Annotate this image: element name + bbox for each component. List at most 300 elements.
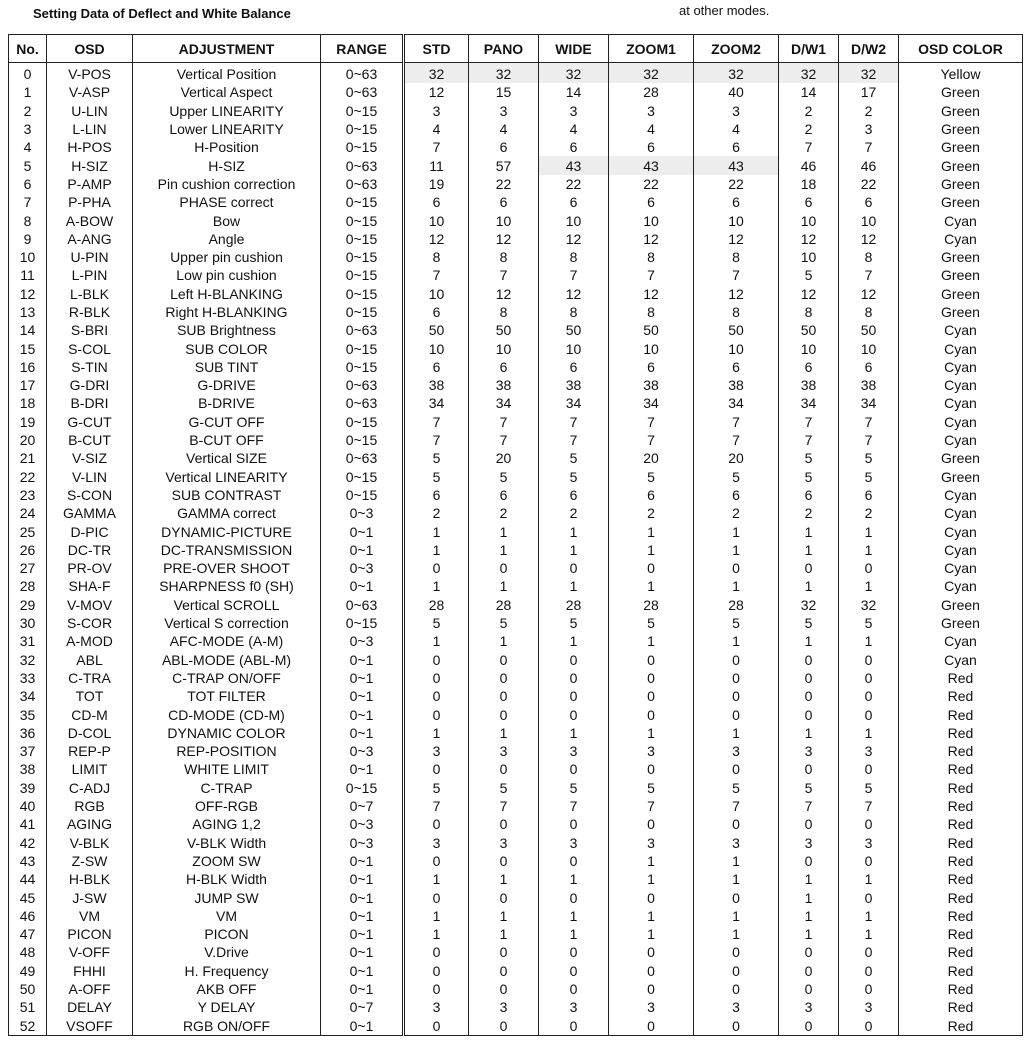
cell-no: 9 [9,230,47,248]
cell-std: 7 [404,797,469,815]
cell-dw2: 17 [839,83,899,101]
header-adjustment: ADJUSTMENT [133,35,321,63]
cell-pano: 8 [469,248,539,266]
cell-range: 0~15 [321,138,404,156]
cell-std: 0 [404,852,469,870]
cell-wide: 6 [539,486,609,504]
cell-zoom2: 0 [694,669,779,687]
cell-no: 36 [9,724,47,742]
cell-std: 50 [404,321,469,339]
cell-dw2: 2 [839,504,899,522]
cell-zoom1: 0 [609,669,694,687]
cell-zoom2: 38 [694,376,779,394]
cell-range: 0~15 [321,413,404,431]
header-range: RANGE [321,35,404,63]
table-row [9,175,1023,193]
table-row [9,120,1023,138]
cell-pano: 32 [469,63,539,84]
cell-osd-color: Cyan [899,522,1023,540]
cell-wide: 1 [539,870,609,888]
cell-pano: 0 [469,687,539,705]
cell-osd-color: Cyan [899,211,1023,229]
cell-zoom1: 1 [609,522,694,540]
table-row [9,925,1023,943]
cell-dw1: 10 [779,211,839,229]
cell-std: 8 [404,248,469,266]
cell-zoom2: 0 [694,1016,779,1035]
cell-range: 0~15 [321,358,404,376]
cell-no: 3 [9,120,47,138]
cell-no: 28 [9,577,47,595]
cell-range: 0~1 [321,888,404,906]
cell-dw1: 32 [779,63,839,84]
cell-range: 0~63 [321,449,404,467]
cell-adjustment: Vertical SCROLL [133,596,321,614]
cell-zoom2: 7 [694,413,779,431]
cell-adjustment: Vertical Position [133,63,321,84]
cell-adjustment: ZOOM SW [133,852,321,870]
cell-wide: 7 [539,797,609,815]
cell-osd-color: Green [899,468,1023,486]
cell-osd: AGING [47,815,133,833]
cell-dw2: 3 [839,742,899,760]
cell-std: 19 [404,175,469,193]
cell-zoom1: 6 [609,358,694,376]
cell-pano: 1 [469,907,539,925]
cell-osd-color: Green [899,449,1023,467]
cell-std: 7 [404,138,469,156]
table-row [9,705,1023,723]
cell-wide: 38 [539,376,609,394]
cell-zoom2: 0 [694,760,779,778]
cell-adjustment: ABL-MODE (ABL-M) [133,651,321,669]
cell-dw2: 10 [839,339,899,357]
cell-dw1: 1 [779,925,839,943]
cell-no: 27 [9,559,47,577]
table-row [9,248,1023,266]
cell-std: 0 [404,888,469,906]
cell-dw1: 2 [779,102,839,120]
cell-std: 7 [404,266,469,284]
cell-dw2: 3 [839,833,899,851]
cell-dw1: 0 [779,1016,839,1035]
cell-adjustment: B-DRIVE [133,394,321,412]
table-row [9,285,1023,303]
cell-no: 18 [9,394,47,412]
cell-zoom1: 1 [609,925,694,943]
cell-wide: 0 [539,760,609,778]
cell-range: 0~1 [321,687,404,705]
cell-dw1: 34 [779,394,839,412]
cell-pano: 10 [469,339,539,357]
cell-adjustment: Pin cushion correction [133,175,321,193]
cell-std: 1 [404,632,469,650]
cell-dw1: 0 [779,651,839,669]
cell-std: 0 [404,1016,469,1035]
cell-osd-color: Green [899,120,1023,138]
cell-adjustment: H-BLK Width [133,870,321,888]
cell-wide: 3 [539,833,609,851]
cell-dw1: 14 [779,83,839,101]
cell-dw2: 0 [839,705,899,723]
cell-range: 0~1 [321,669,404,687]
cell-osd: U-LIN [47,102,133,120]
cell-zoom1: 6 [609,486,694,504]
cell-zoom2: 1 [694,925,779,943]
cell-zoom1: 3 [609,102,694,120]
cell-wide: 12 [539,230,609,248]
cell-dw1: 1 [779,907,839,925]
cell-zoom2: 10 [694,211,779,229]
cell-dw1: 0 [779,962,839,980]
cell-std: 0 [404,815,469,833]
cell-osd-color: Green [899,156,1023,174]
settings-table [8,34,1023,1036]
cell-dw2: 0 [839,687,899,705]
table-row [9,156,1023,174]
cell-dw2: 5 [839,449,899,467]
cell-std: 6 [404,193,469,211]
cell-zoom1: 32 [609,63,694,84]
header-pano: PANO [469,35,539,63]
cell-no: 45 [9,888,47,906]
table-row [9,559,1023,577]
cell-no: 1 [9,83,47,101]
cell-osd: L-BLK [47,285,133,303]
cell-adjustment: DC-TRANSMISSION [133,541,321,559]
cell-pano: 10 [469,211,539,229]
cell-dw2: 12 [839,230,899,248]
cell-osd: DC-TR [47,541,133,559]
table-row [9,266,1023,284]
cell-no: 40 [9,797,47,815]
cell-adjustment: VM [133,907,321,925]
cell-no: 38 [9,760,47,778]
header-osd: OSD [47,35,133,63]
cell-zoom2: 0 [694,980,779,998]
cell-wide: 43 [539,156,609,174]
cell-osd: C-TRA [47,669,133,687]
table-row [9,1016,1023,1035]
cell-zoom1: 7 [609,797,694,815]
cell-std: 7 [404,413,469,431]
cell-zoom2: 7 [694,797,779,815]
cell-no: 10 [9,248,47,266]
cell-zoom1: 8 [609,248,694,266]
cell-no: 21 [9,449,47,467]
cell-osd-color: Red [899,907,1023,925]
table-row [9,632,1023,650]
cell-osd: V-SIZ [47,449,133,467]
cell-range: 0~63 [321,321,404,339]
cell-wide: 1 [539,632,609,650]
cell-std: 4 [404,120,469,138]
cell-wide: 0 [539,980,609,998]
cell-zoom2: 34 [694,394,779,412]
cell-osd-color: Green [899,614,1023,632]
cell-adjustment: SUB Brightness [133,321,321,339]
cell-dw2: 3 [839,120,899,138]
cell-osd-color: Red [899,742,1023,760]
cell-zoom2: 0 [694,888,779,906]
cell-std: 5 [404,449,469,467]
cell-dw1: 46 [779,156,839,174]
cell-dw1: 0 [779,705,839,723]
cell-zoom2: 1 [694,577,779,595]
cell-pano: 8 [469,303,539,321]
cell-osd: LIMIT [47,760,133,778]
cell-zoom1: 8 [609,303,694,321]
cell-osd: A-MOD [47,632,133,650]
cell-range: 0~1 [321,962,404,980]
cell-range: 0~1 [321,1016,404,1035]
cell-wide: 1 [539,577,609,595]
cell-osd-color: Yellow [899,63,1023,84]
cell-pano: 1 [469,632,539,650]
cell-pano: 6 [469,193,539,211]
cell-zoom1: 50 [609,321,694,339]
table-row [9,358,1023,376]
cell-dw1: 38 [779,376,839,394]
cell-osd: V-OFF [47,943,133,961]
table-row [9,962,1023,980]
cell-pano: 28 [469,596,539,614]
cell-range: 0~1 [321,724,404,742]
cell-zoom1: 2 [609,504,694,522]
cell-std: 11 [404,156,469,174]
cell-adjustment: DYNAMIC COLOR [133,724,321,742]
cell-osd-color: Red [899,779,1023,797]
cell-adjustment: Vertical Aspect [133,83,321,101]
table-row [9,870,1023,888]
cell-pano: 57 [469,156,539,174]
cell-dw2: 1 [839,724,899,742]
cell-adjustment: V.Drive [133,943,321,961]
cell-dw2: 1 [839,632,899,650]
cell-std: 10 [404,285,469,303]
cell-osd: P-PHA [47,193,133,211]
cell-wide: 0 [539,962,609,980]
cell-pano: 7 [469,413,539,431]
cell-pano: 38 [469,376,539,394]
cell-wide: 5 [539,779,609,797]
cell-range: 0~1 [321,870,404,888]
cell-osd: S-CON [47,486,133,504]
cell-zoom1: 12 [609,285,694,303]
cell-adjustment: Right H-BLANKING [133,303,321,321]
cell-adjustment: AGING 1,2 [133,815,321,833]
cell-adjustment: Y DELAY [133,998,321,1016]
cell-osd: REP-P [47,742,133,760]
cell-osd-color: Cyan [899,486,1023,504]
cell-zoom2: 6 [694,138,779,156]
cell-dw1: 7 [779,413,839,431]
header-zoom1: ZOOM1 [609,35,694,63]
cell-pano: 15 [469,83,539,101]
cell-dw2: 0 [839,962,899,980]
cell-dw1: 0 [779,943,839,961]
table-row [9,449,1023,467]
cell-range: 0~1 [321,925,404,943]
cell-std: 0 [404,980,469,998]
cell-no: 8 [9,211,47,229]
cell-std: 6 [404,486,469,504]
cell-wide: 3 [539,102,609,120]
cell-std: 6 [404,358,469,376]
cell-no: 24 [9,504,47,522]
table-row [9,230,1023,248]
cell-std: 1 [404,925,469,943]
cell-zoom1: 0 [609,888,694,906]
header-row [9,35,1023,63]
cell-adjustment: V-BLK Width [133,833,321,851]
cell-no: 25 [9,522,47,540]
cell-zoom2: 1 [694,522,779,540]
cell-zoom1: 4 [609,120,694,138]
header-wide: WIDE [539,35,609,63]
cell-dw1: 0 [779,815,839,833]
cell-dw2: 22 [839,175,899,193]
cell-osd: A-OFF [47,980,133,998]
cell-osd-color: Red [899,687,1023,705]
cell-dw2: 0 [839,852,899,870]
table-body [9,63,1023,1036]
cell-pano: 0 [469,760,539,778]
table-row [9,614,1023,632]
cell-osd-color: Green [899,303,1023,321]
cell-osd: FHHI [47,962,133,980]
cell-no: 6 [9,175,47,193]
cell-osd: A-BOW [47,211,133,229]
cell-std: 38 [404,376,469,394]
table-row [9,907,1023,925]
cell-zoom1: 3 [609,742,694,760]
cell-dw2: 34 [839,394,899,412]
cell-osd-color: Red [899,724,1023,742]
cell-dw2: 0 [839,980,899,998]
cell-wide: 28 [539,596,609,614]
cell-adjustment: Bow [133,211,321,229]
cell-std: 3 [404,102,469,120]
cell-osd: L-LIN [47,120,133,138]
cell-osd-color: Cyan [899,559,1023,577]
cell-dw2: 7 [839,413,899,431]
table-row [9,779,1023,797]
cell-wide: 0 [539,815,609,833]
cell-std: 1 [404,541,469,559]
cell-osd: Z-SW [47,852,133,870]
cell-std: 12 [404,83,469,101]
table-row [9,943,1023,961]
cell-no: 44 [9,870,47,888]
cell-no: 14 [9,321,47,339]
cell-osd-color: Cyan [899,358,1023,376]
cell-adjustment: H-SIZ [133,156,321,174]
cell-zoom1: 0 [609,962,694,980]
table-row [9,888,1023,906]
cell-wide: 8 [539,303,609,321]
cell-osd: TOT [47,687,133,705]
cell-zoom2: 5 [694,468,779,486]
cell-std: 3 [404,833,469,851]
cell-pano: 2 [469,504,539,522]
cell-osd: V-MOV [47,596,133,614]
cell-dw2: 0 [839,888,899,906]
cell-zoom2: 0 [694,962,779,980]
cell-adjustment: Upper LINEARITY [133,102,321,120]
cell-zoom1: 1 [609,632,694,650]
cell-no: 50 [9,980,47,998]
cell-osd: G-DRI [47,376,133,394]
cell-zoom2: 6 [694,486,779,504]
cell-dw1: 7 [779,138,839,156]
cell-zoom2: 7 [694,431,779,449]
cell-dw1: 1 [779,541,839,559]
cell-osd-color: Red [899,760,1023,778]
cell-pano: 0 [469,705,539,723]
header-std: STD [404,35,469,63]
cell-zoom1: 28 [609,83,694,101]
cell-zoom1: 34 [609,394,694,412]
cell-zoom2: 5 [694,614,779,632]
cell-zoom2: 1 [694,852,779,870]
cell-range: 0~1 [321,541,404,559]
cell-std: 10 [404,339,469,357]
cell-osd: D-COL [47,724,133,742]
cell-zoom2: 10 [694,339,779,357]
cell-range: 0~1 [321,980,404,998]
cell-no: 49 [9,962,47,980]
cell-no: 13 [9,303,47,321]
cell-zoom1: 0 [609,815,694,833]
cell-wide: 6 [539,193,609,211]
cell-dw2: 0 [839,760,899,778]
cell-dw1: 3 [779,742,839,760]
cell-adjustment: G-DRIVE [133,376,321,394]
cell-dw2: 32 [839,63,899,84]
cell-dw2: 46 [839,156,899,174]
cell-osd: V-LIN [47,468,133,486]
cell-adjustment: B-CUT OFF [133,431,321,449]
cell-dw2: 7 [839,138,899,156]
cell-dw1: 0 [779,980,839,998]
cell-no: 37 [9,742,47,760]
cell-range: 0~1 [321,705,404,723]
cell-dw1: 1 [779,888,839,906]
cell-no: 32 [9,651,47,669]
cell-zoom2: 1 [694,632,779,650]
table-row [9,651,1023,669]
cell-wide: 0 [539,943,609,961]
cell-adjustment: G-CUT OFF [133,413,321,431]
cell-wide: 14 [539,83,609,101]
cell-zoom1: 12 [609,230,694,248]
cell-wide: 1 [539,724,609,742]
cell-no: 42 [9,833,47,851]
cell-wide: 8 [539,248,609,266]
cell-zoom2: 12 [694,285,779,303]
cell-pano: 12 [469,285,539,303]
cell-dw1: 0 [779,852,839,870]
cell-osd: B-DRI [47,394,133,412]
cell-adjustment: Angle [133,230,321,248]
cell-dw1: 18 [779,175,839,193]
cell-osd: CD-M [47,705,133,723]
cell-pano: 7 [469,797,539,815]
cell-dw2: 1 [839,541,899,559]
cell-adjustment: PRE-OVER SHOOT [133,559,321,577]
cell-adjustment: PICON [133,925,321,943]
